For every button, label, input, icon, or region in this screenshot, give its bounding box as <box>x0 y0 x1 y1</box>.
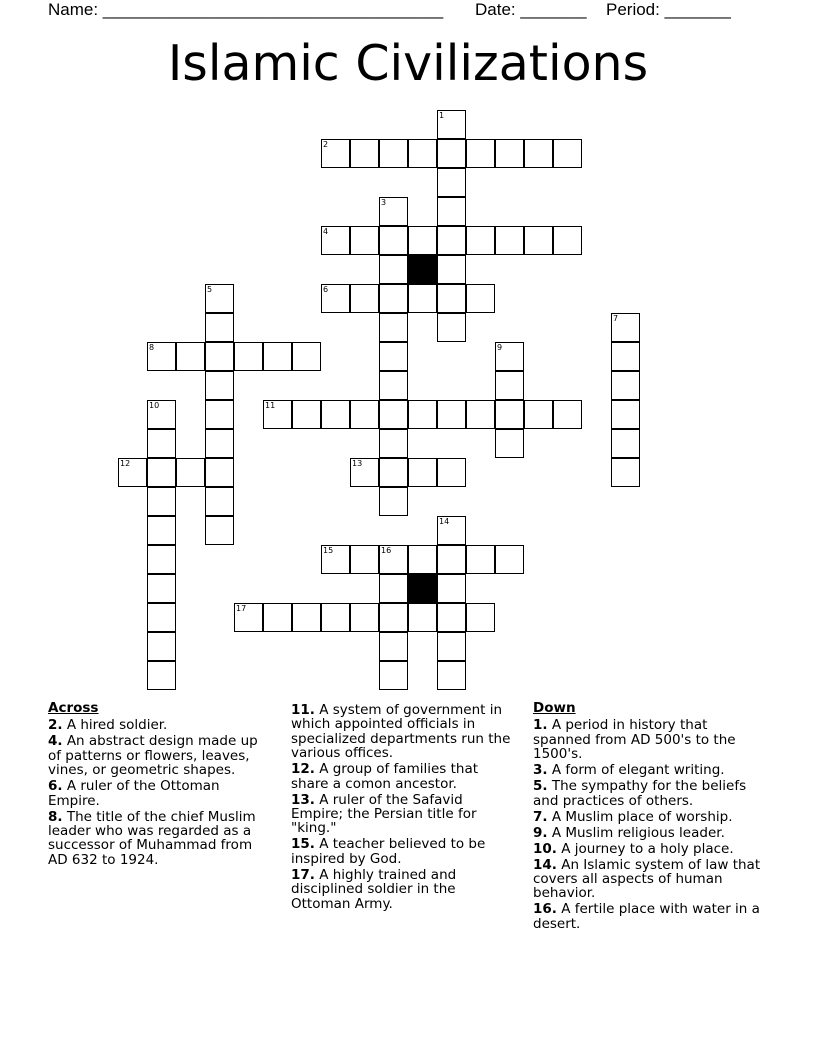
clue-number: 2 <box>323 140 329 149</box>
across-clues-column-2 <box>291 703 517 913</box>
grid-cell[interactable] <box>611 429 640 458</box>
clue-item <box>291 762 517 791</box>
grid-cell[interactable] <box>437 168 466 197</box>
clue-item <box>533 763 768 777</box>
grid-cell[interactable] <box>553 226 582 255</box>
clue-number-label: 3. <box>533 762 548 779</box>
grid-cell[interactable] <box>379 458 408 487</box>
grid-cell[interactable] <box>379 313 408 342</box>
grid-cell[interactable] <box>147 458 176 487</box>
clue-number-label: 1. <box>533 717 548 734</box>
grid-cell[interactable] <box>553 139 582 168</box>
clue-item <box>533 779 768 808</box>
grid-cell[interactable] <box>205 342 234 371</box>
grid-cell[interactable] <box>495 429 524 458</box>
grid-cell[interactable] <box>437 574 466 603</box>
clue-item <box>291 793 517 836</box>
grid-cell[interactable] <box>147 545 176 574</box>
across-heading: Across <box>48 700 99 716</box>
clue-number: 16 <box>381 546 392 555</box>
clue-number-label: 2. <box>48 717 63 734</box>
grid-cell[interactable] <box>147 487 176 516</box>
grid-cell[interactable] <box>466 545 495 574</box>
grid-cell[interactable] <box>350 226 379 255</box>
clue-text: A form of elegant writing. <box>547 762 725 779</box>
grid-cell[interactable] <box>408 226 437 255</box>
grid-cell[interactable] <box>379 226 408 255</box>
grid-cell[interactable] <box>292 342 321 371</box>
grid-cell[interactable] <box>379 661 408 690</box>
grid-cell[interactable] <box>611 342 640 371</box>
grid-cell[interactable] <box>408 400 437 429</box>
grid-cell[interactable] <box>321 400 350 429</box>
clue-item <box>533 826 768 840</box>
grid-cell[interactable] <box>379 284 408 313</box>
clue-text: A period in history that spanned from AD 500's to the 1500's. <box>533 717 736 763</box>
grid-cell[interactable] <box>466 284 495 313</box>
clue-text: A Muslim place of worship. <box>547 808 733 825</box>
grid-cell[interactable] <box>524 400 553 429</box>
clue-number: 3 <box>381 198 387 207</box>
grid-cell[interactable] <box>205 516 234 545</box>
clue-number-label: 17. <box>291 866 315 883</box>
clue-number: 12 <box>120 459 131 468</box>
clue-number: 9 <box>497 343 503 352</box>
clue-number: 7 <box>613 314 619 323</box>
clue-item <box>533 718 768 761</box>
grid-cell[interactable] <box>147 429 176 458</box>
grid-cell[interactable] <box>437 603 466 632</box>
grid-cell[interactable] <box>437 197 466 226</box>
clue-number-label: 16. <box>533 901 557 918</box>
grid-cell[interactable] <box>205 371 234 400</box>
grid-cell[interactable] <box>176 458 205 487</box>
grid-cell[interactable] <box>379 342 408 371</box>
clue-item <box>48 734 273 777</box>
clue-number: 5 <box>207 285 213 294</box>
grid-cell[interactable] <box>495 371 524 400</box>
grid-cell[interactable] <box>408 284 437 313</box>
clue-text: A group of families that share a comon ancestor. <box>291 761 479 792</box>
clue-text: A journey to a holy place. <box>556 840 734 857</box>
clue-number-label: 12. <box>291 761 315 778</box>
grid-cell[interactable] <box>147 574 176 603</box>
clue-number: 15 <box>323 546 334 555</box>
grid-cell[interactable] <box>205 400 234 429</box>
clue-item <box>291 837 517 866</box>
grid-cell[interactable] <box>205 487 234 516</box>
grid-cell[interactable] <box>524 139 553 168</box>
clue-item <box>48 810 273 868</box>
grid-cell[interactable] <box>147 516 176 545</box>
grid-cell[interactable] <box>379 429 408 458</box>
grid-cell[interactable] <box>379 371 408 400</box>
clue-text: An abstract design made up of patterns or flowers, leaves, vines, or geometric shapes. <box>48 733 258 779</box>
down-heading: Down <box>533 700 576 716</box>
across-clues-column-1 <box>48 701 273 869</box>
clue-text: A ruler of the Safavid Empire; the Persian title for "king." <box>291 791 477 837</box>
grid-cell[interactable] <box>379 632 408 661</box>
grid-cell[interactable] <box>466 400 495 429</box>
grid-cell[interactable] <box>437 458 466 487</box>
grid-cell[interactable] <box>321 603 350 632</box>
grid-cell[interactable] <box>466 139 495 168</box>
clue-text: A Muslim religious leader. <box>547 824 725 841</box>
grid-cell[interactable] <box>176 342 205 371</box>
clue-item <box>533 902 768 931</box>
clue-number-label: 8. <box>48 808 63 825</box>
grid-cell[interactable] <box>437 226 466 255</box>
clue-number: 1 <box>439 111 445 120</box>
grid-cell[interactable] <box>611 400 640 429</box>
grid-cell[interactable] <box>611 371 640 400</box>
grid-cell[interactable] <box>205 313 234 342</box>
clue-text: The sympathy for the beliefs and practices of others. <box>533 778 747 809</box>
grid-cell[interactable] <box>379 255 408 284</box>
grid-cell[interactable] <box>379 574 408 603</box>
grid-cell[interactable] <box>437 139 466 168</box>
grid-cell[interactable] <box>205 429 234 458</box>
clue-text: A hired soldier. <box>62 717 168 734</box>
clue-number-label: 6. <box>48 778 63 795</box>
clue-number-label: 10. <box>533 840 557 857</box>
clue-text: A fertile place with water in a desert. <box>533 901 760 932</box>
grid-cell[interactable] <box>495 226 524 255</box>
grid-cell[interactable] <box>495 400 524 429</box>
grid-cell[interactable] <box>553 400 582 429</box>
clue-number-label: 7. <box>533 808 548 825</box>
grid-cell[interactable] <box>350 545 379 574</box>
grid-cell[interactable] <box>437 255 466 284</box>
date-field-label[interactable]: Date: _______ <box>475 0 587 19</box>
clue-number-label: 9. <box>533 824 548 841</box>
period-field-label[interactable]: Period: _______ <box>606 0 731 19</box>
clue-item <box>533 858 768 901</box>
clue-text: A ruler of the Ottoman Empire. <box>48 778 220 809</box>
clue-item <box>533 842 768 856</box>
clue-text: A highly trained and disciplined soldier in the Ottoman Army. <box>291 866 457 912</box>
grid-cell[interactable] <box>350 603 379 632</box>
grid-cell[interactable] <box>350 139 379 168</box>
clue-item <box>291 868 517 911</box>
grid-cell[interactable] <box>437 545 466 574</box>
black-cell <box>408 255 437 284</box>
clue-number-label: 14. <box>533 856 557 873</box>
down-clues-column <box>533 701 768 933</box>
grid-cell[interactable] <box>408 458 437 487</box>
grid-cell[interactable] <box>437 284 466 313</box>
clue-item <box>533 810 768 824</box>
clue-number: 10 <box>149 401 160 410</box>
grid-cell[interactable] <box>524 226 553 255</box>
clue-number-label: 5. <box>533 778 548 795</box>
clue-item <box>48 779 273 808</box>
grid-cell[interactable] <box>437 661 466 690</box>
grid-cell[interactable] <box>292 400 321 429</box>
clue-number: 4 <box>323 227 329 236</box>
grid-cell[interactable] <box>495 139 524 168</box>
clue-number: 14 <box>439 517 450 526</box>
grid-cell[interactable] <box>147 661 176 690</box>
grid-cell[interactable] <box>147 603 176 632</box>
clue-number-label: 4. <box>48 733 63 750</box>
grid-cell[interactable] <box>437 400 466 429</box>
grid-cell[interactable] <box>408 603 437 632</box>
grid-cell[interactable] <box>495 545 524 574</box>
clue-item <box>48 718 273 732</box>
grid-cell[interactable] <box>379 400 408 429</box>
clue-number: 11 <box>265 401 276 410</box>
clue-item <box>291 703 517 761</box>
grid-cell[interactable] <box>437 632 466 661</box>
clue-number: 17 <box>236 604 247 613</box>
grid-cell[interactable] <box>379 603 408 632</box>
grid-cell[interactable] <box>205 458 234 487</box>
grid-cell[interactable] <box>466 603 495 632</box>
page-title: Islamic Civilizations <box>167 35 649 92</box>
grid-cell[interactable] <box>263 603 292 632</box>
grid-cell[interactable] <box>408 139 437 168</box>
grid-cell[interactable] <box>263 342 292 371</box>
grid-cell[interactable] <box>437 313 466 342</box>
grid-cell[interactable] <box>408 545 437 574</box>
grid-cell[interactable] <box>466 226 495 255</box>
grid-cell[interactable] <box>292 603 321 632</box>
clue-number-label: 15. <box>291 836 315 853</box>
grid-cell[interactable] <box>350 284 379 313</box>
grid-cell[interactable] <box>147 632 176 661</box>
clue-text: A system of government in which appointed officials in specialized departments run the various offices. <box>291 702 511 762</box>
grid-cell[interactable] <box>379 487 408 516</box>
clue-number: 13 <box>352 459 363 468</box>
clue-number-label: 13. <box>291 791 315 808</box>
name-field-label[interactable]: Name: ____________________________________ <box>48 0 444 19</box>
clue-text: A teacher believed to be inspired by God. <box>291 836 486 867</box>
clue-number: 8 <box>149 343 155 352</box>
grid-cell[interactable] <box>234 342 263 371</box>
clue-text: The title of the chief Muslim leader who was regarded as a successor of Muhammad from AD 632 to 1924. <box>48 808 256 868</box>
clue-number-label: 11. <box>291 702 315 718</box>
grid-cell[interactable] <box>611 458 640 487</box>
clue-text: An Islamic system of law that covers all aspects of human behavior. <box>533 856 761 902</box>
grid-cell[interactable] <box>350 400 379 429</box>
clue-number: 6 <box>323 285 329 294</box>
grid-cell[interactable] <box>379 139 408 168</box>
black-cell <box>408 574 437 603</box>
